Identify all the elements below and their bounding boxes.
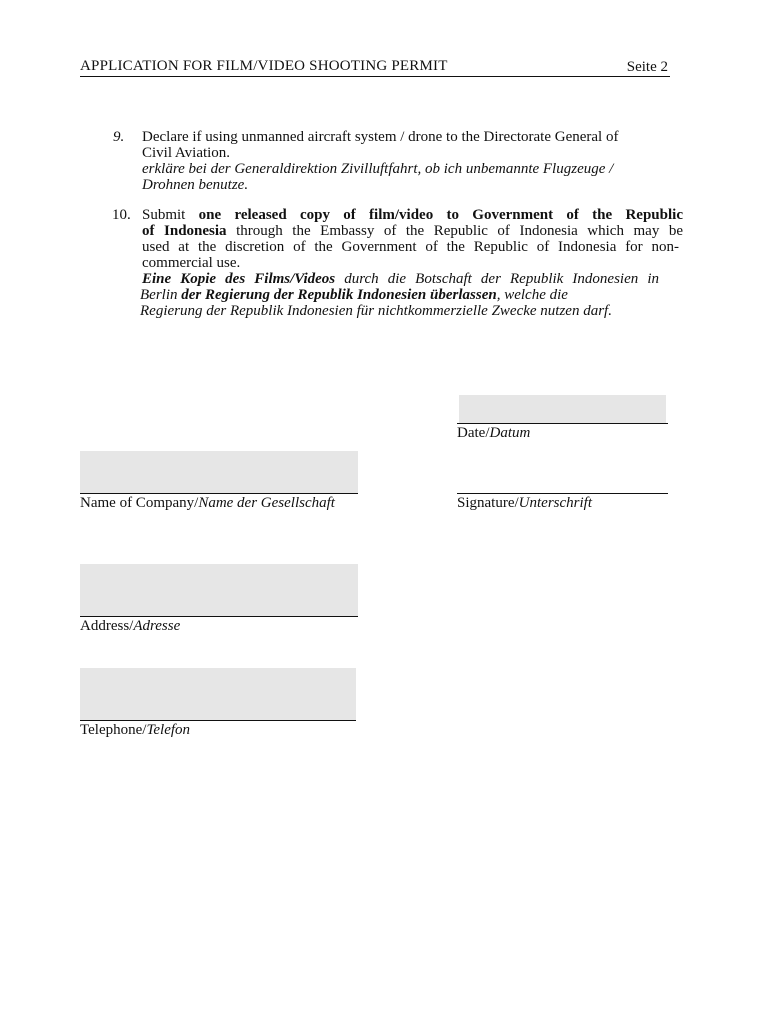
company-name-label: Name of Company/Name der Gesellschaft — [80, 495, 335, 511]
clause-en-line: Civil Aviation. — [142, 145, 231, 161]
clause-en-line: Submit one released copy of film/video to Government of the Republic — [142, 207, 683, 223]
company-name-underline — [80, 493, 358, 494]
telephone-underline — [80, 720, 356, 721]
clause-de-line: erkläre bei der Generaldirektion Zivilluftfahrt, ob ich unbemannte Flugzeuge / — [142, 161, 614, 177]
clause-de-line: Regierung der Republik Indonesien für nichtkommerzielle Zwecke nutzen darf. — [140, 303, 612, 319]
clause-en-line: used at the discretion of the Government of the Republic of Indonesia for non- — [142, 239, 679, 255]
telephone-input[interactable] — [80, 668, 356, 720]
clause-de-line: Eine Kopie des Films/Videos durch die Botschaft der Republik Indonesien in — [142, 271, 660, 287]
date-label: Date/Datum — [457, 425, 531, 441]
clause-en-line: of Indonesia through the Embassy of the Republic of Indonesia which may be — [142, 223, 684, 239]
date-input[interactable] — [459, 395, 666, 423]
clause-text — [142, 207, 683, 319]
clause-number: 10. — [112, 207, 131, 223]
document-title: APPLICATION FOR FILM/VIDEO SHOOTING PERMIT — [80, 58, 448, 74]
address-input[interactable] — [80, 564, 358, 616]
date-underline — [457, 423, 668, 424]
telephone-label: Telephone/Telefon — [80, 722, 191, 738]
page-number: Seite 2 — [626, 59, 668, 75]
clause-en-line: Declare if using unmanned aircraft system / drone to the Directorate General of — [142, 129, 619, 145]
signature-label: Signature/Unterschrift — [457, 495, 592, 511]
clause-text — [142, 129, 672, 193]
clause-de-line: Drohnen benutze. — [142, 177, 249, 193]
page-header — [80, 56, 670, 77]
clause-en-line: commercial use. — [142, 255, 241, 271]
company-name-input[interactable] — [80, 451, 358, 493]
clause-number: 9. — [113, 129, 125, 145]
address-underline — [80, 616, 358, 617]
clause-de-line: Berlin der Regierung der Republik Indonesien überlassen, welche die — [140, 287, 568, 303]
signature-underline — [457, 493, 668, 494]
address-label: Address/Adresse — [80, 618, 181, 634]
